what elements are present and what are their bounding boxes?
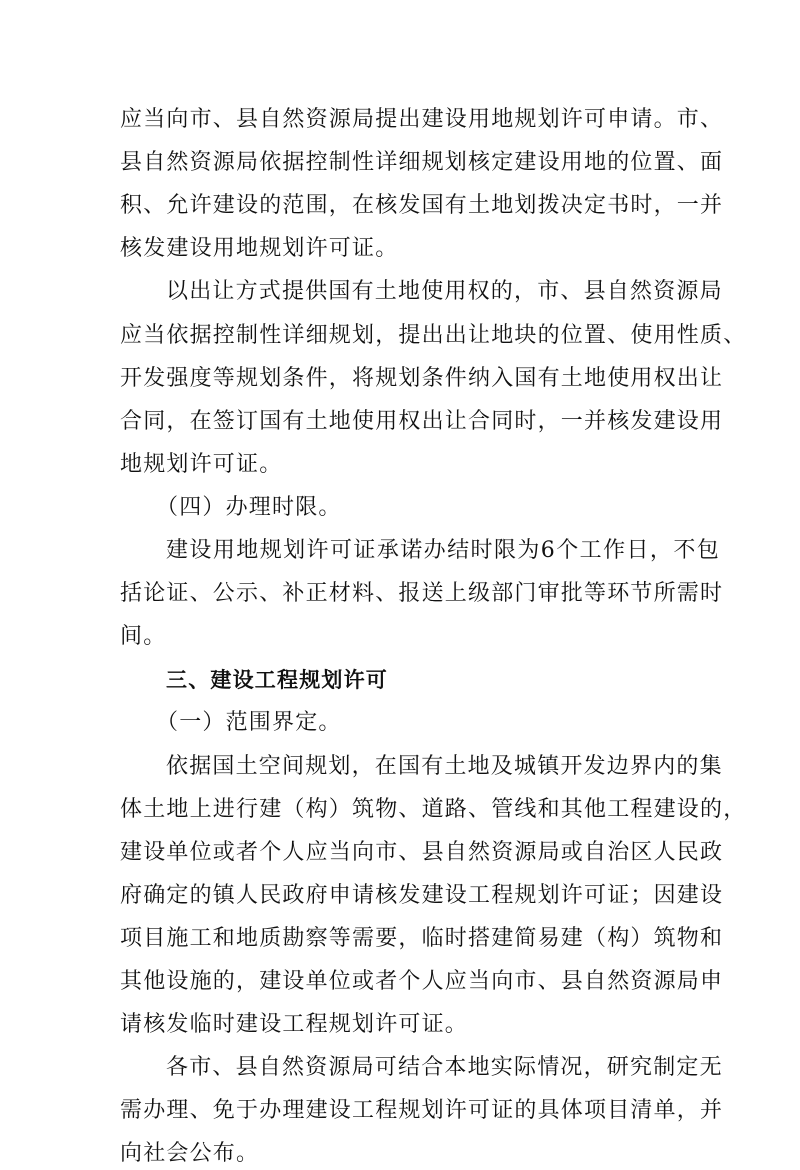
paragraph-line: 向社会公布。	[120, 1141, 260, 1166]
paragraph-line: 项目施工和地质勘察等需要，临时搭建简易建（构）筑物和	[120, 926, 724, 951]
paragraph-line: 以出让方式提供国有土地使用权的，市、县自然资源局	[166, 279, 723, 304]
paragraph-line: 积、允许建设的范围，在核发国有土地划拨决定书时，一并	[120, 193, 724, 218]
paragraph-line: 核发建设用地规划许可证。	[120, 236, 399, 261]
paragraph-line: 各市、县自然资源局可结合本地实际情况，研究制定无	[166, 1055, 723, 1080]
paragraph-line: 应当依据控制性详细规划，提出出让地块的位置、使用性质、	[120, 323, 747, 348]
paragraph-line: 需办理、免于办理建设工程规划许可证的具体项目清单，并	[120, 1098, 724, 1123]
paragraph-line: 县自然资源局依据控制性详细规划核定建设用地的位置、面	[120, 150, 724, 175]
paragraph-line: 体土地上进行建（构）筑物、道路、管线和其他工程建设的，	[120, 797, 747, 822]
subheading: （四）办理时限。	[156, 495, 342, 520]
paragraph-line: 括论证、公示、补正材料、报送上级部门审批等环节所需时	[120, 581, 724, 606]
paragraph-line: 开发强度等规划条件，将规划条件纳入国有土地使用权出让	[120, 366, 724, 391]
section-heading: 三、建设工程规划许可	[166, 668, 388, 692]
paragraph-line: 依据国土空间规划，在国有土地及城镇开发边界内的集	[166, 754, 723, 779]
paragraph-line: 建设用地规划许可证承诺办结时限为6个工作日，不包	[166, 538, 720, 563]
paragraph-line: 间。	[120, 624, 167, 649]
paragraph-line: 府确定的镇人民政府申请核发建设工程规划许可证；因建设	[120, 883, 724, 908]
paragraph-line: 建设单位或者个人应当向市、县自然资源局或自治区人民政	[120, 840, 724, 865]
subheading: （一）范围界定。	[156, 710, 342, 735]
paragraph-line: 应当向市、县自然资源局提出建设用地规划许可申请。市、	[120, 107, 724, 132]
paragraph-line: 请核发临时建设工程规划许可证。	[120, 1012, 469, 1037]
paragraph-line: 其他设施的，建设单位或者个人应当向市、县自然资源局申	[120, 969, 724, 994]
paragraph-line: 地规划许可证。	[120, 452, 283, 477]
paragraph-line: 合同，在签订国有土地使用权出让合同时，一并核发建设用	[120, 409, 724, 434]
